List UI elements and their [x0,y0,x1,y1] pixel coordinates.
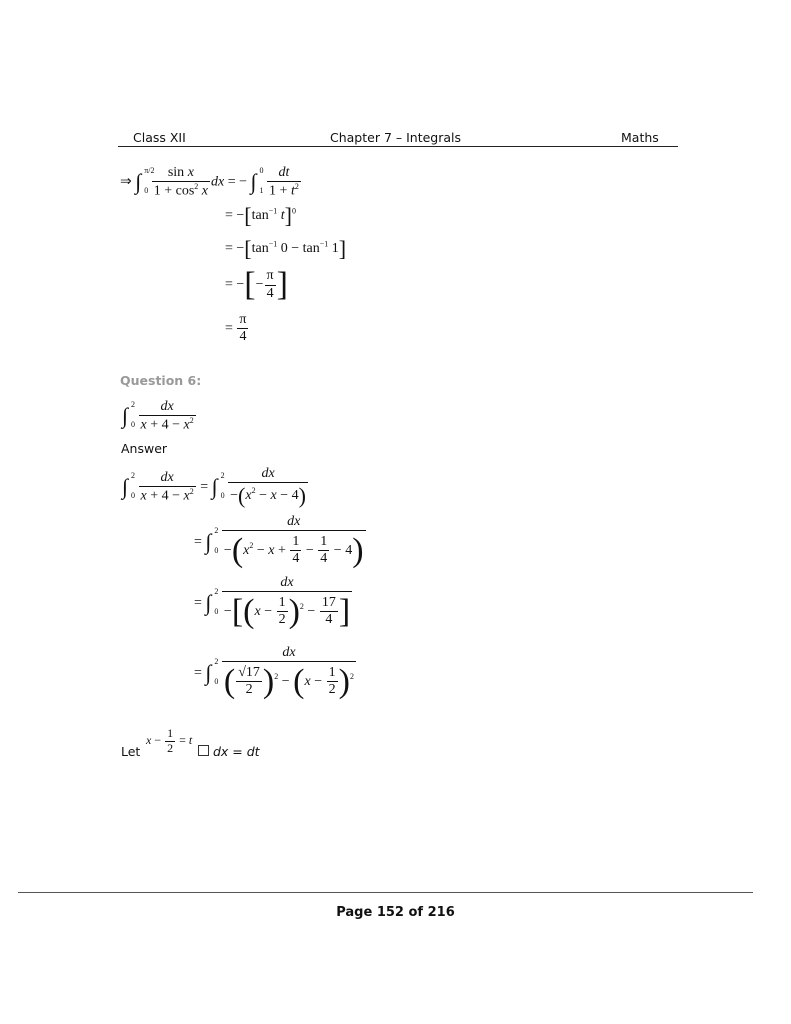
equation-line-5: = $\frac{\pi}{4}$ [225,312,247,345]
header-class: Class XII [133,130,186,145]
equation-line-2: = $-[\tan^{-1}$ t]$^0$ [225,203,296,228]
substitution-equation: x − $\frac{1}{2}$ = t [146,726,193,755]
question-title: Question 6: [120,373,202,388]
answer-line-4: = ∫ 2 0 dx ( $\frac{√17}{2}$ )$^2$ − (x − $\frac{1}{2}$ )$^2$ [194,645,354,701]
footer-rule [18,892,753,893]
header-chapter: Chapter 7 – Integrals [330,130,462,145]
question-integral: ∫ 2 0 $\frac{dx}{x + 4 - x^2}$ [122,399,194,433]
equation-line-4: = −[− $\frac{\pi}{4}$ ] [225,266,288,303]
sub-denominator: 2 [167,740,174,755]
page-number: Page 152 of 216 [336,905,455,920]
answer-line-3: = ∫ 2 0 dx −[(x − $\frac{1}{2}$ )$^2$ − $\frac{17}{4}$ ] [194,575,351,631]
answer-line-1: ∫ 2 0 $\frac{dx}{x + 4 - x^2}$ = ∫ 2 0 $\frac{dx}{-(x^2 - x - 4)}$ [122,466,306,509]
answer-label: Answer [121,441,168,456]
answer-line-2: = ∫ 2 0 dx $-(x^2 - x$ + $\frac{1}{4}$ − $\frac{1}{4}$ − 4) [194,514,364,570]
header-rule [118,146,678,147]
equation-line-1: ⇒ ∫ π/2 0 $\frac{\text{sin x}}{1 + \cos^2 x}$ dx = − ∫ 0 1 $\frac{dt}{1 + t^2}$ [120,165,299,199]
header-subject: Maths [621,130,659,145]
missing-glyph-box [198,745,209,756]
dx-equals-dt: dx = dt [213,744,260,759]
let-label: Let [121,744,141,759]
sub-numerator: 1 [167,726,174,740]
equation-line-3: = $-[\tan^{-1}$ $0 - \tan^{-1} 1$] [225,236,347,261]
